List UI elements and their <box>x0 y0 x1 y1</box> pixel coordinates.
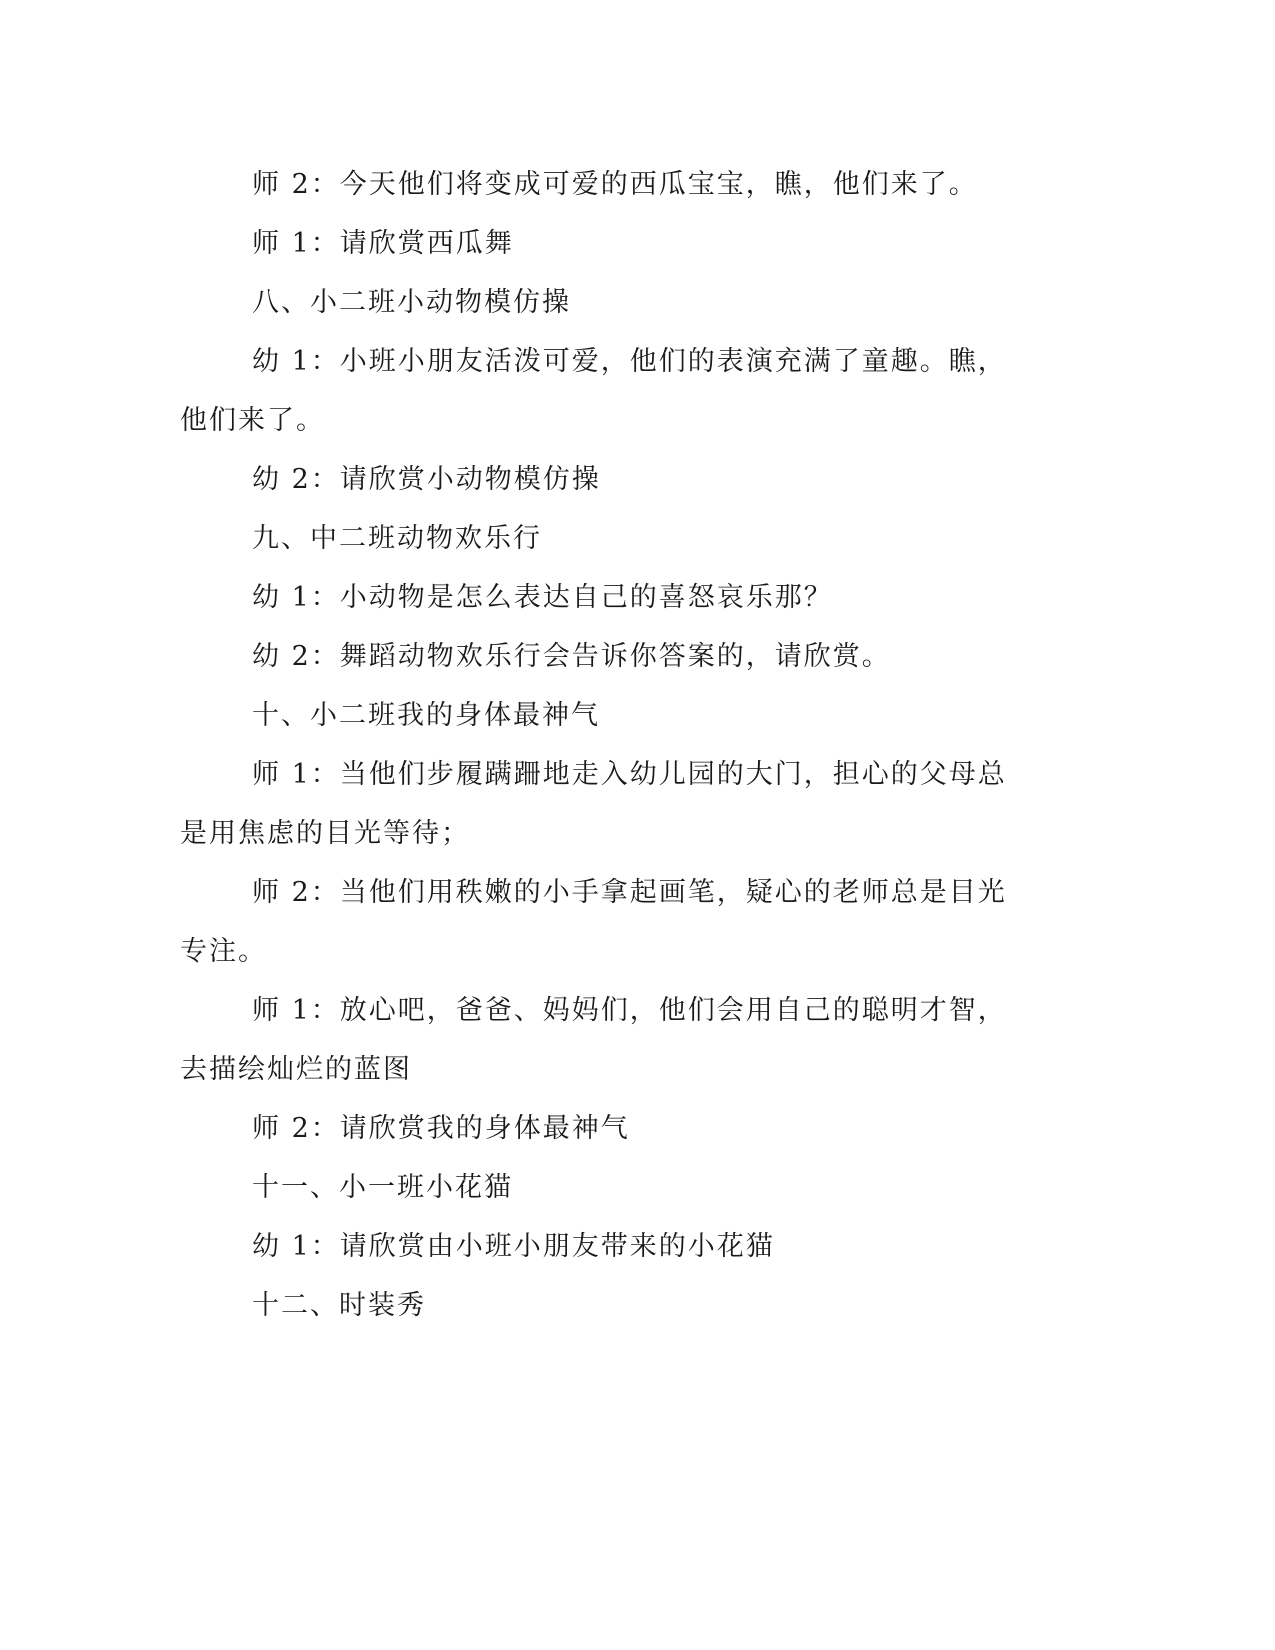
section-heading-8: 八、小二班小动物模仿操 <box>252 287 571 318</box>
paragraph-child1-kitten: 幼 1：请欣赏由小班小朋友带来的小花猫 <box>252 1231 775 1262</box>
paragraph-child1-animals-question: 幼 1：小动物是怎么表达自己的喜怒哀乐那？ <box>252 582 833 613</box>
paragraph-teacher1-watermelon-dance: 师 1：请欣赏西瓜舞 <box>252 228 514 259</box>
paragraph-child1-small-class: 幼 1：小班小朋友活泼可爱，他们的表演充满了童趣。瞧，他们来了。 <box>180 346 1007 436</box>
paragraph-child2-imitation: 幼 2：请欣赏小动物模仿操 <box>252 464 601 495</box>
paragraph-teacher1-parents: 师 1：当他们步履蹒跚地走入幼儿园的大门，担心的父母总是用焦虑的目光等待； <box>180 759 1007 849</box>
section-heading-9: 九、中二班动物欢乐行 <box>252 523 542 554</box>
paragraph-teacher2-body-dance: 师 2：请欣赏我的身体最神气 <box>252 1113 630 1144</box>
paragraph-teacher2-watermelon: 师 2：今天他们将变成可爱的西瓜宝宝，瞧，他们来了。 <box>252 169 978 200</box>
paragraph-child2-answer: 幼 2：舞蹈动物欢乐行会告诉你答案的，请欣赏。 <box>252 641 891 672</box>
document-body <box>180 155 1020 1335</box>
paragraph-teacher1-blueprint: 师 1：放心吧，爸爸、妈妈们，他们会用自己的聪明才智，去描绘灿烂的蓝图 <box>180 995 1007 1085</box>
section-heading-11: 十一、小一班小花猫 <box>252 1172 513 1203</box>
paragraph-teacher2-teachers: 师 2：当他们用秩嫩的小手拿起画笔，疑心的老师总是目光专注。 <box>180 877 1007 967</box>
section-heading-10: 十、小二班我的身体最神气 <box>252 700 600 731</box>
section-heading-12: 十二、时装秀 <box>252 1290 426 1321</box>
